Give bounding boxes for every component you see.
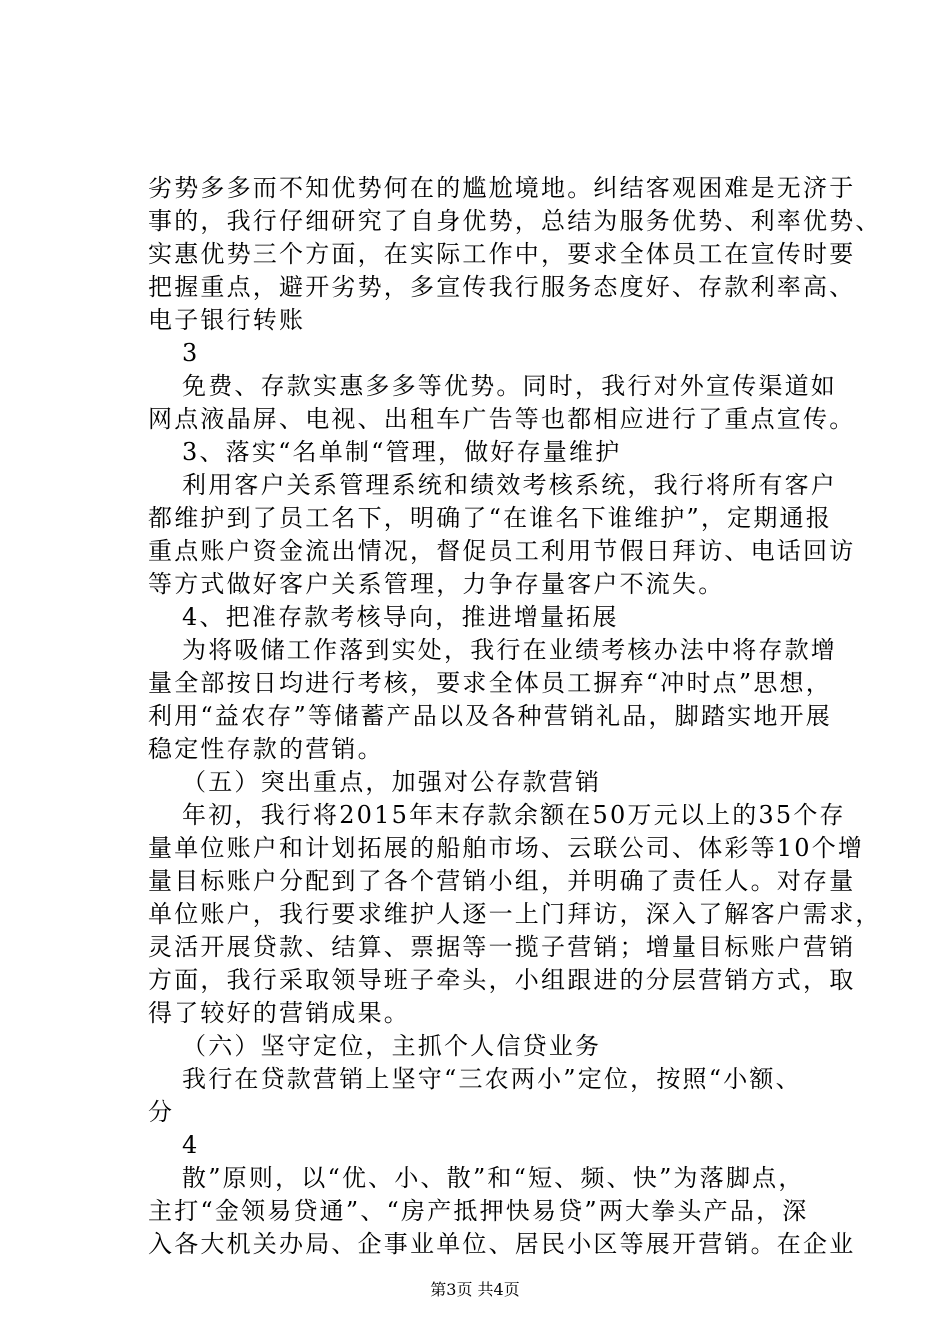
text-line: 分 [148, 1098, 175, 1126]
text-line: 量目标账户分配到了各个营销小组，并明确了责任人。对存量 [148, 867, 856, 895]
text-line: 事的，我行仔细研究了自身优势，总结为服务优势、利率优势、 [148, 207, 882, 235]
text-line: 年初，我行将2015年末存款余额在50万元以上的35个存 [182, 801, 846, 829]
text-line: 都维护到了员工名下，明确了“在谁名下谁维护”，定期通报 [148, 504, 832, 532]
text-line: 把握重点，避开劣势，多宣传我行服务态度好、存款利率高、 [148, 273, 856, 301]
text-line: 重点账户资金流出情况，督促员工利用节假日拜访、电话回访 [148, 537, 856, 565]
document-body [148, 172, 882, 1261]
text-line: 电子银行转账 [148, 306, 306, 334]
text-line: 为将吸储工作落到实处，我行在业绩考核办法中将存款增 [182, 636, 837, 664]
inline-page-number: 3 [182, 339, 198, 367]
text-line: 得了较好的营销成果。 [148, 999, 410, 1027]
text-line: 单位账户，我行要求维护人逐一上门拜访，深入了解客户需求， [148, 900, 882, 928]
section-heading: 3、落实“名单制“管理，做好存量维护 [182, 438, 622, 466]
text-line: 劣势多多而不知优势何在的尴尬境地。纠结客观困难是无济于 [148, 174, 856, 202]
text-line: 利用客户关系管理系统和绩效考核系统，我行将所有客户 [182, 471, 837, 499]
text-line: 散”原则，以“优、小、散”和“短、频、快”为落脚点， [182, 1164, 805, 1192]
text-line: 我行在贷款营销上坚守“三农两小”定位，按照“小额、 [182, 1065, 802, 1093]
text-line: 网点液晶屏、电视、出租车广告等也都相应进行了重点宣传。 [148, 405, 856, 433]
section-heading: （六）坚守定位，主抓个人信贷业务 [182, 1032, 602, 1060]
text-line: 等方式做好客户关系管理，力争存量客户不流失。 [148, 570, 725, 598]
text-line: 灵活开展贷款、结算、票据等一揽子营销；增量目标账户营销 [148, 933, 856, 961]
section-heading: （五）突出重点，加强对公存款营销 [182, 768, 602, 796]
section-heading: 4、把准存款考核导向，推进增量拓展 [182, 603, 619, 631]
text-line: 量全部按日均进行考核，要求全体员工摒弃“冲时点”思想， [148, 669, 832, 697]
text-line: 量单位账户和计划拓展的船舶市场、云联公司、体彩等10个增 [148, 834, 865, 862]
page-footer: 第3页 共4页 [430, 1280, 520, 1299]
text-line: 免费、存款实惠多多等优势。同时，我行对外宣传渠道如 [182, 372, 837, 400]
text-line: 稳定性存款的营销。 [148, 735, 384, 763]
text-line: 利用“益农存”等储蓄产品以及各种营销礼品，脚踏实地开展 [148, 702, 832, 730]
text-line: 主打“金领易贷通”、“房产抵押快易贷”两大拳头产品，深 [148, 1197, 809, 1225]
text-line: 方面，我行采取领导班子牵头，小组跟进的分层营销方式，取 [148, 966, 856, 994]
inline-page-number: 4 [182, 1131, 198, 1159]
text-line: 入各大机关办局、企事业单位、居民小区等展开营销。在企业 [148, 1230, 856, 1258]
text-line: 实惠优势三个方面，在实际工作中，要求全体员工在宣传时要 [148, 240, 856, 268]
